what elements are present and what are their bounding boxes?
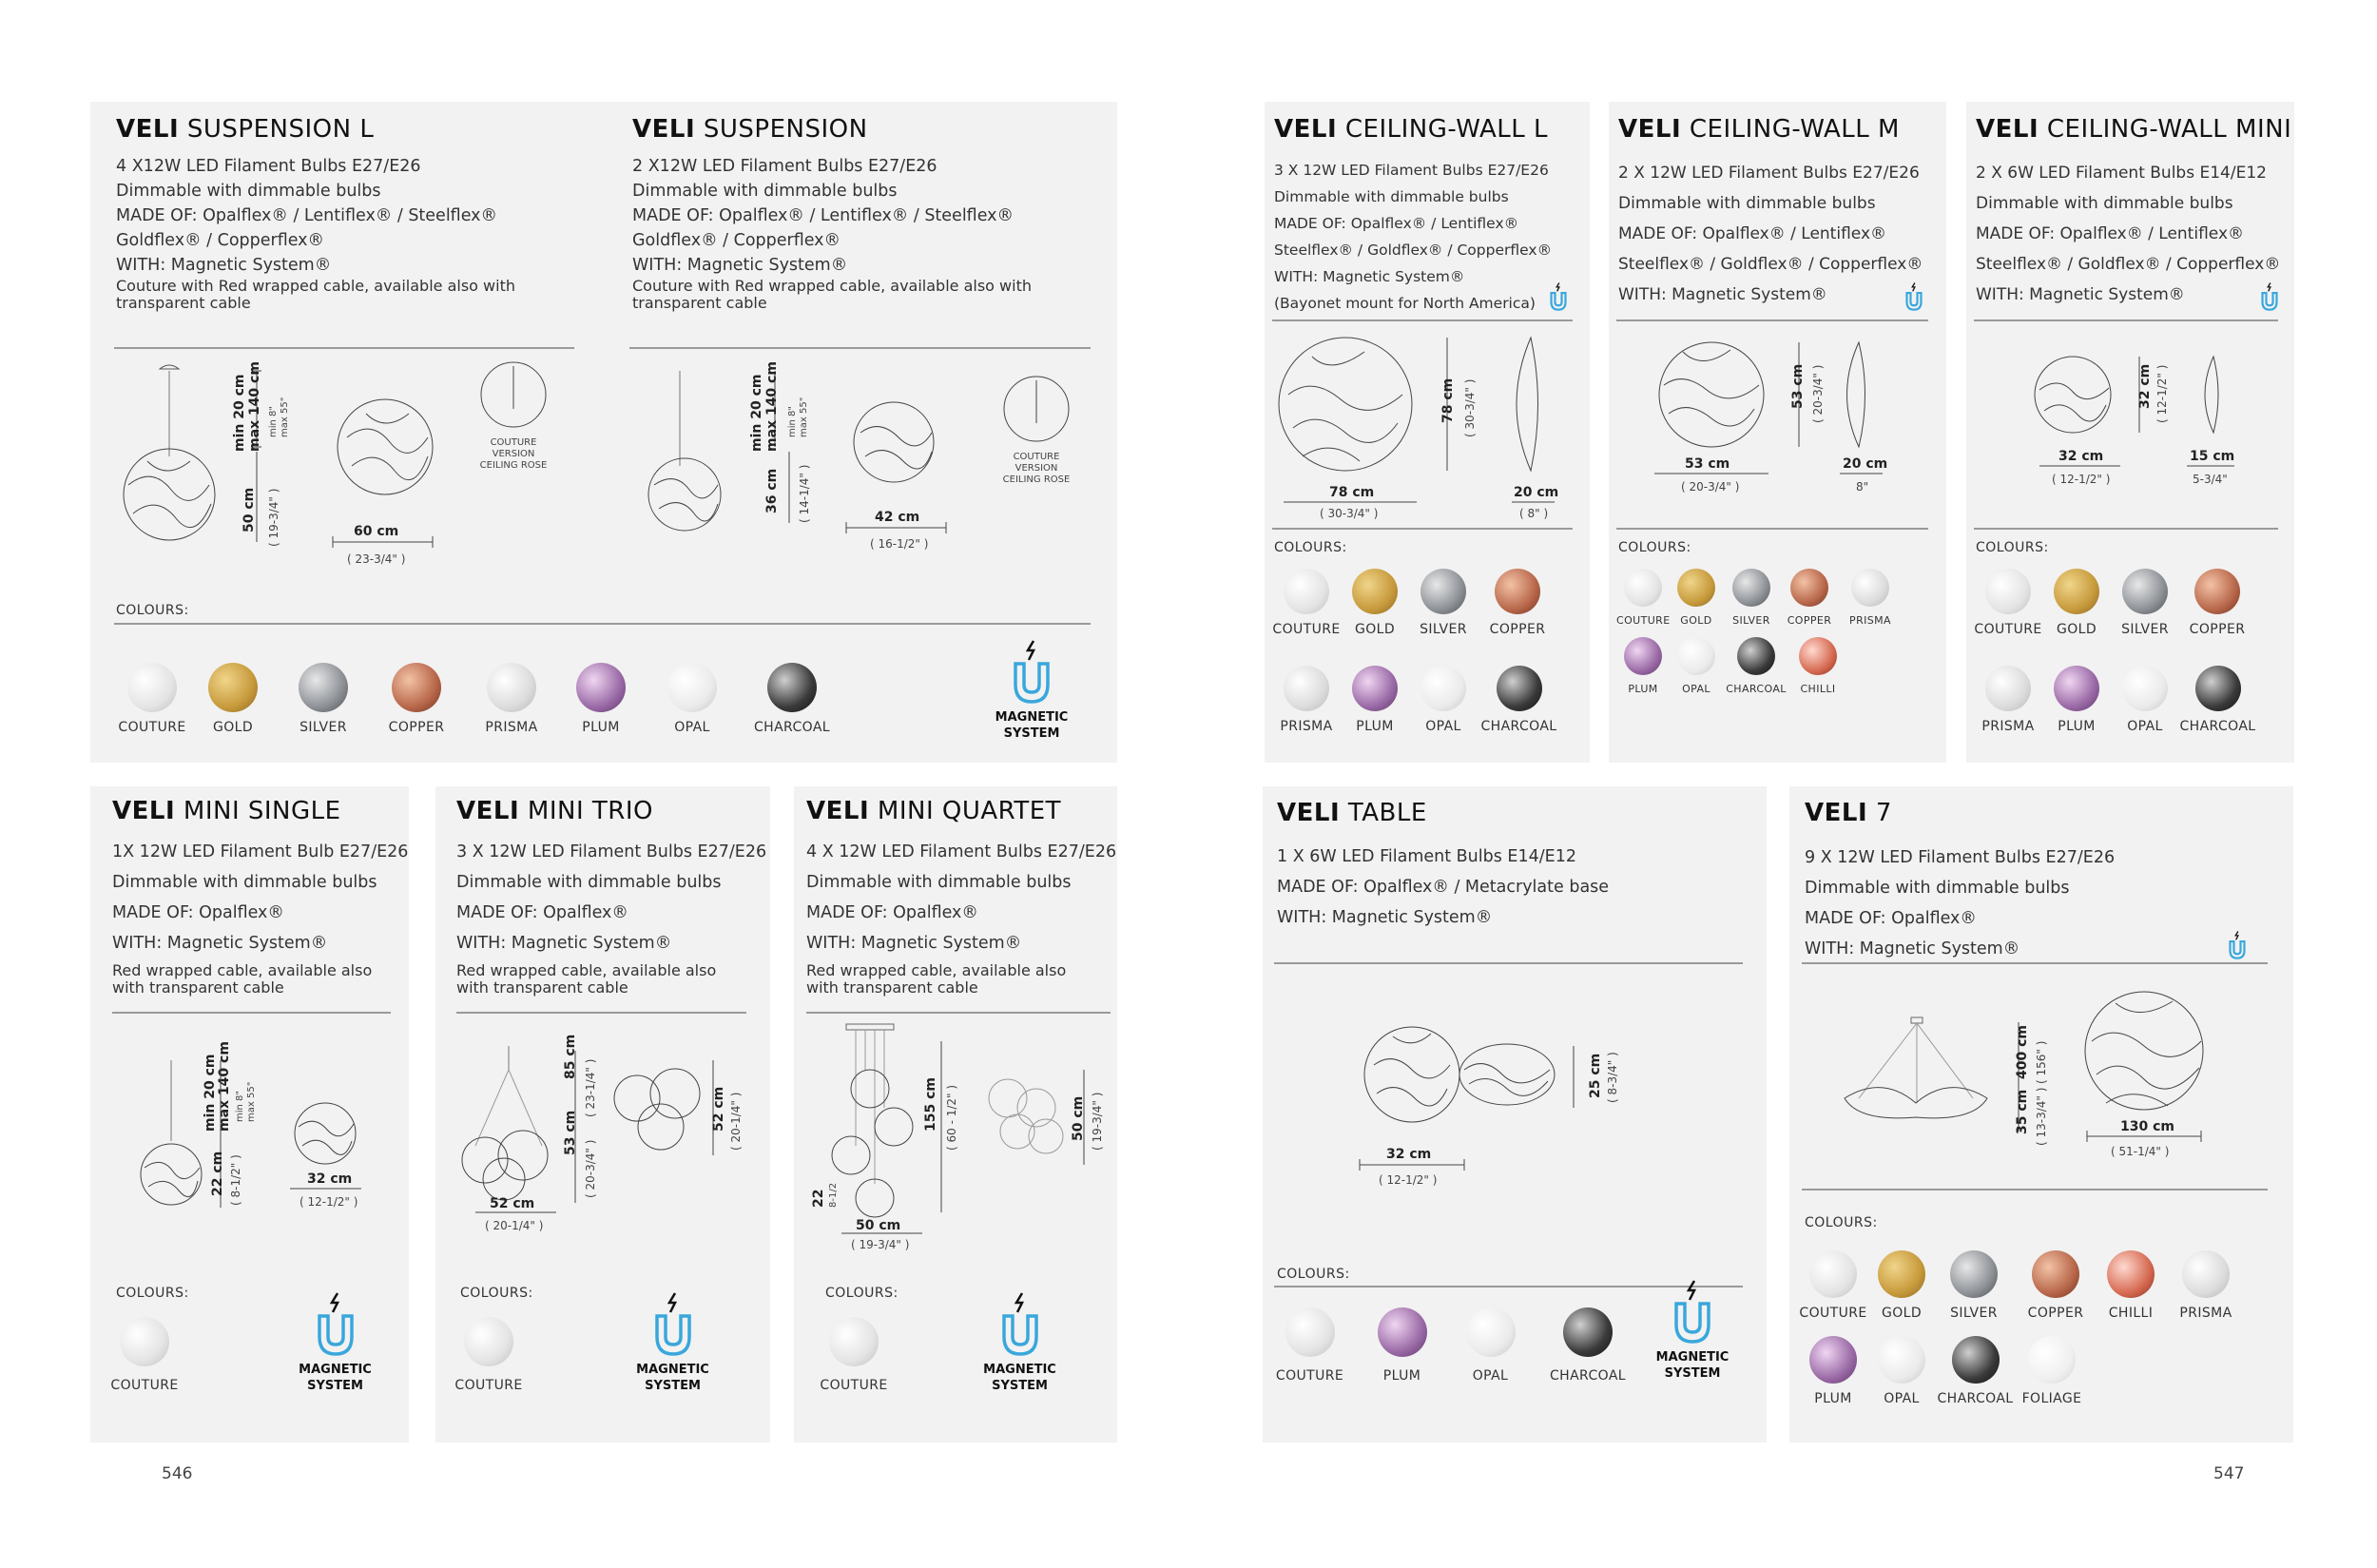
swatch-circle xyxy=(1420,666,1466,711)
product-specs: 4 X12W LED Filament Bulbs E27/E26 Dimmable with dimmable bulbs MADE OF: Opalflex® / Lentiflex® / Steelflex® Goldflex® / Copperflex® WITH: Magnetic System® Couture with Red wrapped cable, available also with transparent cable xyxy=(116,157,515,312)
magnet-icon xyxy=(996,1291,1044,1358)
swatch-circle xyxy=(1732,569,1770,607)
product-title: VELI SUSPENSION L xyxy=(116,115,375,144)
colour-swatch[interactable]: PLUM xyxy=(1362,1307,1442,1384)
svg-text:min 20 cm: min 20 cm xyxy=(203,1054,218,1132)
veli-7-drawing xyxy=(1840,984,2249,1174)
svg-text:( 60 - 1/2" ): ( 60 - 1/2" ) xyxy=(945,1084,958,1151)
colour-swatch[interactable]: FOLIAGE xyxy=(2014,1336,2090,1406)
colour-swatch[interactable]: COUTURE xyxy=(1799,1250,1867,1321)
svg-text:( 12-1/2" ): ( 12-1/2" ) xyxy=(2052,473,2111,486)
svg-text:52 cm: 52 cm xyxy=(490,1196,535,1211)
colour-swatch[interactable]: GOLD xyxy=(2042,569,2111,637)
product-title: VELI TABLE xyxy=(1277,799,1427,827)
svg-text:32 cm: 32 cm xyxy=(2137,363,2153,409)
colour-swatch[interactable]: PLUM xyxy=(1616,637,1670,695)
swatch-circle xyxy=(1466,1307,1516,1357)
dim-hi: ( 14-1/4" ) xyxy=(798,464,811,523)
colour-swatch[interactable]: PLUM xyxy=(2042,666,2111,734)
lamp-sphere xyxy=(1364,1027,1459,1122)
swatch-circle xyxy=(2195,666,2241,711)
swatch-circle xyxy=(120,1317,169,1366)
lamp-disc xyxy=(2035,357,2111,433)
lamp-sphere xyxy=(124,449,215,540)
swatch-circle xyxy=(1352,569,1398,614)
swatch-circle xyxy=(2194,569,2240,614)
couture-rose-line2: VERSION xyxy=(1015,463,1058,474)
dim-h2i: max 55" xyxy=(799,397,809,437)
svg-text:53 cm: 53 cm xyxy=(1790,363,1806,409)
product-specs: 3 X 12W LED Filament Bulbs E27/E26 Dimmable with dimmable bulbs MADE OF: Opalflex® WITH: Magnetic System® Red wrapped cable, available also with transparent cable xyxy=(456,842,767,997)
product-specs: 3 X 12W LED Filament Bulbs E27/E26 Dimmable with dimmable bulbs MADE OF: Opalflex® / Lentiflex® Steelflex® / Goldflex® / Copperflex® WITH: Magnetic System® (Bayonet mount for North America) xyxy=(1274,162,1553,312)
svg-text:130 cm: 130 cm xyxy=(2120,1119,2174,1134)
svg-text:( 30-3/4" ): ( 30-3/4" ) xyxy=(1463,378,1477,437)
divider xyxy=(456,1012,746,1014)
colour-swatch[interactable]: COUTURE xyxy=(1272,569,1341,637)
svg-text:15 cm: 15 cm xyxy=(2190,449,2235,464)
svg-text:50 cm: 50 cm xyxy=(1071,1095,1086,1141)
svg-text:( 8" ): ( 8" ) xyxy=(1519,507,1549,520)
magnetic-system-badge: MAGNETIC SYSTEM xyxy=(623,1291,723,1394)
dim-h: 36 cm xyxy=(764,468,780,513)
colour-swatch[interactable]: CHILLI xyxy=(2097,1250,2165,1321)
divider xyxy=(114,623,1091,625)
couture-rose-line3: CEILING ROSE xyxy=(479,460,548,471)
table-lamp-drawing xyxy=(1350,1022,1664,1193)
product-specs: 2 X 12W LED Filament Bulbs E27/E26 Dimmable with dimmable bulbs MADE OF: Opalflex® / Lentiflex® Steelflex® / Goldflex® / Copperflex® WITH: Magnetic System® xyxy=(1618,164,1923,304)
lamp-sphere-front xyxy=(338,399,433,494)
colours-label: COLOURS: xyxy=(116,603,189,618)
ceiling-rose-icon xyxy=(481,362,546,427)
svg-text:78 cm: 78 cm xyxy=(1329,485,1375,500)
divider xyxy=(1802,962,2268,964)
magnet-icon xyxy=(1669,1279,1716,1345)
lamp-spheres-top xyxy=(989,1079,1063,1153)
product-title: VELI 7 xyxy=(1805,799,1892,827)
swatch-circle xyxy=(1497,666,1542,711)
colour-swatch[interactable]: COPPER xyxy=(378,663,454,735)
svg-text:50 cm: 50 cm xyxy=(856,1218,901,1233)
colour-swatch[interactable]: COPPER xyxy=(2021,1250,2090,1321)
product-title: VELI MINI SINGLE xyxy=(112,797,341,825)
svg-text:32 cm: 32 cm xyxy=(2058,449,2104,464)
svg-text:( 20-3/4" ): ( 20-3/4" ) xyxy=(1681,480,1740,494)
divider xyxy=(112,1012,391,1014)
colour-swatch[interactable]: GOLD xyxy=(1670,569,1723,627)
colours-label: COLOURS: xyxy=(1618,540,1691,555)
product-specs: 4 X 12W LED Filament Bulbs E27/E26 Dimmable with dimmable bulbs MADE OF: Opalflex® WITH: Magnetic System® Red wrapped cable, available also with transparent cable xyxy=(806,842,1117,997)
ceiling-wall-l-drawing xyxy=(1274,333,1578,523)
divider xyxy=(1802,1189,2268,1191)
lamp-sphere-front xyxy=(854,402,934,482)
svg-text:( 12-1/2" ): ( 12-1/2" ) xyxy=(300,1195,358,1209)
swatch-circle xyxy=(1985,666,2031,711)
colour-swatch[interactable]: OPAL xyxy=(1450,1307,1531,1384)
dim-h2: max 140 cm xyxy=(247,361,262,452)
swatch-circle xyxy=(2122,666,2168,711)
swatch-circle xyxy=(1352,666,1398,711)
swatch-circle xyxy=(464,1317,513,1366)
colours-label: COLOURS: xyxy=(1277,1267,1350,1282)
lamp-disc xyxy=(1279,338,1412,471)
colours-label: COLOURS: xyxy=(1976,540,2049,555)
magnet-icon xyxy=(1008,639,1055,706)
magnetic-system-badge: MAGNETIC SYSTEM xyxy=(970,1291,1070,1394)
lamp-chandelier-top xyxy=(2085,992,2203,1110)
swatch-circle xyxy=(1284,666,1329,711)
colours-label: COLOURS: xyxy=(825,1286,899,1301)
swatch-circle xyxy=(208,663,258,712)
svg-text:( 30-3/4" ): ( 30-3/4" ) xyxy=(1320,507,1379,520)
swatch-circle xyxy=(487,663,536,712)
product-specs: 1 X 6W LED Filament Bulbs E14/E12 MADE OF: Opalflex® / Metacrylate base WITH: Magnetic System® xyxy=(1277,847,1610,927)
dim-wi: ( 16-1/2" ) xyxy=(870,537,929,551)
svg-text:53 cm: 53 cm xyxy=(1685,456,1730,472)
svg-text:( 8-3/4" ): ( 8-3/4" ) xyxy=(1606,1052,1619,1103)
svg-text:( 13-3/4" ): ( 13-3/4" ) xyxy=(2035,1087,2048,1146)
colour-swatch[interactable]: PRISMA xyxy=(1974,666,2042,734)
divider xyxy=(1272,528,1573,530)
swatch-circle xyxy=(2107,1250,2155,1298)
colour-swatch[interactable]: PRISMA xyxy=(473,663,550,735)
dim-h1i: min 8" xyxy=(268,406,279,437)
colours-label: COLOURS: xyxy=(460,1286,533,1301)
lamp-spheres xyxy=(832,1070,913,1217)
svg-text:400 cm: 400 cm xyxy=(2015,1025,2030,1079)
colour-swatch[interactable]: COUTURE xyxy=(816,1317,892,1393)
swatch-circle xyxy=(2054,666,2099,711)
svg-text:85 cm: 85 cm xyxy=(563,1034,578,1079)
lamp-sphere-front xyxy=(295,1103,356,1164)
product-specs: 1X 12W LED Filament Bulb E27/E26 Dimmable with dimmable bulbs MADE OF: Opalflex® WITH: Magnetic System® Red wrapped cable, available also with transparent cable xyxy=(112,842,409,997)
swatch-circle xyxy=(1284,569,1329,614)
swatch-circle xyxy=(1285,1307,1335,1357)
swatch-circle xyxy=(127,663,177,712)
swatch-circle xyxy=(1799,637,1837,675)
magnetic-system-badge: MAGNETIC SYSTEM xyxy=(1640,1279,1745,1382)
colour-swatch[interactable]: CHARCOAL xyxy=(1935,1336,2016,1406)
colour-swatch[interactable]: COUTURE xyxy=(114,663,190,735)
suspension-l-drawing xyxy=(105,361,570,571)
svg-text:20 cm: 20 cm xyxy=(1514,485,1559,500)
svg-text:( 19-3/4" ): ( 19-3/4" ) xyxy=(1091,1092,1104,1151)
swatch-circle xyxy=(1495,569,1540,614)
colour-swatch[interactable]: CHARCOAL xyxy=(2177,666,2258,734)
svg-text:min 8": min 8" xyxy=(235,1091,245,1122)
svg-text:52 cm: 52 cm xyxy=(711,1086,726,1132)
svg-text:8-1/2: 8-1/2 xyxy=(828,1182,839,1208)
swatch-circle xyxy=(667,663,717,712)
svg-text:20 cm: 20 cm xyxy=(1843,456,1888,472)
ceiling-rose-icon xyxy=(1004,377,1069,441)
magnet-icon xyxy=(2227,930,2248,960)
swatch-circle xyxy=(576,663,626,712)
divider xyxy=(114,347,574,349)
svg-text:( 23-1/4" ): ( 23-1/4" ) xyxy=(584,1058,597,1117)
svg-text:( 51-1/4" ): ( 51-1/4" ) xyxy=(2111,1145,2170,1158)
colour-swatch[interactable]: COPPER xyxy=(2183,569,2251,637)
swatch-circle xyxy=(2054,569,2099,614)
swatch-circle xyxy=(1378,1307,1427,1357)
svg-text:( 20-3/4" ): ( 20-3/4" ) xyxy=(1811,364,1825,423)
magnet-icon xyxy=(1548,281,1569,312)
colour-swatch[interactable]: COUTURE xyxy=(451,1317,527,1393)
couture-rose-line3: CEILING ROSE xyxy=(1002,474,1071,485)
swatch-circle xyxy=(1737,637,1775,675)
colour-swatch[interactable]: COUTURE xyxy=(1974,569,2042,637)
colour-swatch[interactable]: COUTURE xyxy=(1616,569,1670,627)
swatch-circle xyxy=(2032,1250,2079,1298)
divider xyxy=(806,1012,1111,1014)
svg-text:8": 8" xyxy=(1856,480,1869,494)
swatch-circle xyxy=(2122,569,2168,614)
dim-h: 50 cm xyxy=(242,487,257,532)
svg-text:max 140 cm: max 140 cm xyxy=(217,1041,232,1132)
svg-text:35 cm: 35 cm xyxy=(2015,1089,2030,1134)
colour-swatch[interactable]: PLUM xyxy=(1799,1336,1867,1406)
product-title: VELI SUSPENSION xyxy=(632,115,868,144)
colour-swatch[interactable]: PLUM xyxy=(563,663,639,735)
colour-swatch[interactable]: GOLD xyxy=(1867,1250,1936,1321)
suspension-drawing xyxy=(628,361,1093,571)
swatch-circle xyxy=(1851,569,1889,607)
colour-swatch[interactable]: GOLD xyxy=(195,663,271,735)
product-title: VELI CEILING-WALL M xyxy=(1618,115,1900,144)
colour-swatch[interactable]: COUTURE xyxy=(1269,1307,1350,1384)
svg-text:max 55": max 55" xyxy=(246,1081,257,1122)
product-title: VELI CEILING-WALL MINI xyxy=(1976,115,2292,144)
magnet-icon xyxy=(2259,281,2280,312)
divider xyxy=(1274,962,1743,964)
colours-label: COLOURS: xyxy=(116,1286,189,1301)
colour-swatch[interactable]: SILVER xyxy=(285,663,361,735)
svg-text:53 cm: 53 cm xyxy=(563,1110,578,1155)
lamp-sphere xyxy=(141,1144,202,1205)
swatch-circle xyxy=(1952,1336,2000,1384)
ceiling-wall-mini-drawing xyxy=(2006,342,2282,494)
swatch-circle xyxy=(1677,637,1715,675)
divider xyxy=(1974,319,2278,321)
colour-swatch[interactable]: COUTURE xyxy=(106,1317,183,1393)
lamp-cluster-top xyxy=(614,1069,700,1150)
dim-h1: min 20 cm xyxy=(749,374,764,452)
swatch-circle xyxy=(1950,1250,1998,1298)
mini-quartet-drawing xyxy=(803,1022,1112,1250)
swatch-circle xyxy=(1809,1250,1857,1298)
colour-swatch[interactable]: SILVER xyxy=(1723,569,1780,627)
lamp-chandelier xyxy=(1845,1088,1987,1118)
colour-swatch[interactable]: OPAL xyxy=(1409,666,1478,734)
colour-swatch[interactable]: COPPER xyxy=(1483,569,1552,637)
swatch-circle xyxy=(1624,637,1662,675)
colour-swatch[interactable]: OPAL xyxy=(1670,637,1723,695)
swatch-circle xyxy=(2182,1250,2230,1298)
ceiling-wall-m-drawing xyxy=(1645,333,1930,499)
swatch-circle xyxy=(392,663,441,712)
swatch-circle xyxy=(1790,569,1828,607)
swatch-circle xyxy=(1563,1307,1613,1357)
colour-swatch[interactable]: SILVER xyxy=(1940,1250,2008,1321)
dim-h1: min 20 cm xyxy=(232,374,247,452)
page-number-right: 547 xyxy=(2213,1464,2245,1483)
product-title: VELI CEILING-WALL L xyxy=(1274,115,1549,144)
colour-swatch[interactable]: CHARCOAL xyxy=(749,663,835,735)
colour-swatch[interactable]: SILVER xyxy=(2111,569,2179,637)
swatch-circle xyxy=(829,1317,879,1366)
swatch-circle xyxy=(767,663,817,712)
colour-swatch[interactable]: OPAL xyxy=(1867,1336,1936,1406)
divider xyxy=(1272,319,1573,321)
divider xyxy=(1616,528,1928,530)
svg-text:( 12-1/2" ): ( 12-1/2" ) xyxy=(1379,1173,1438,1187)
svg-text:( 12-1/2" ): ( 12-1/2" ) xyxy=(2155,364,2169,423)
swatch-circle xyxy=(1878,1250,1925,1298)
couture-rose-line1: COUTURE xyxy=(1013,452,1060,462)
colour-swatch[interactable]: OPAL xyxy=(2111,666,2179,734)
colour-swatch[interactable]: CHARCOAL xyxy=(1545,1307,1631,1384)
swatch-circle xyxy=(1878,1336,1925,1384)
swatch-circle xyxy=(1420,569,1466,614)
colour-swatch[interactable]: COPPER xyxy=(1780,569,1839,627)
dim-h1i: min 8" xyxy=(787,406,798,437)
couture-rose-line1: COUTURE xyxy=(490,437,537,448)
lamp-side xyxy=(1459,1044,1555,1105)
magnet-icon xyxy=(1904,281,1924,312)
colours-label: COLOURS: xyxy=(1274,540,1347,555)
svg-text:22 cm: 22 cm xyxy=(210,1151,225,1196)
svg-text:5-3/4": 5-3/4" xyxy=(2193,473,2228,486)
svg-text:78 cm: 78 cm xyxy=(1440,377,1456,423)
page-number-left: 546 xyxy=(162,1464,193,1483)
colour-swatch[interactable]: CHARCOAL xyxy=(1478,666,1559,734)
magnet-icon xyxy=(649,1291,697,1358)
svg-text:( 20-1/4" ): ( 20-1/4" ) xyxy=(729,1092,743,1151)
product-specs: 9 X 12W LED Filament Bulbs E27/E26 Dimmable with dimmable bulbs MADE OF: Opalflex® WITH: Magnetic System® xyxy=(1805,848,2116,958)
swatch-circle xyxy=(1809,1336,1857,1384)
product-title: VELI MINI TRIO xyxy=(456,797,653,825)
divider xyxy=(629,347,1091,349)
dim-h2i: max 55" xyxy=(280,397,290,437)
colour-swatch[interactable]: PRISMA xyxy=(2172,1250,2240,1321)
svg-text:( 20-1/4" ): ( 20-1/4" ) xyxy=(485,1219,544,1232)
mini-trio-drawing xyxy=(456,1034,761,1232)
svg-text:22: 22 xyxy=(811,1189,826,1208)
colour-swatch[interactable]: GOLD xyxy=(1341,569,1409,637)
magnetic-system-badge: MAGNETIC SYSTEM xyxy=(979,639,1084,742)
svg-text:155 cm: 155 cm xyxy=(923,1077,938,1132)
mini-single-drawing xyxy=(124,1041,390,1227)
product-specs: 2 X12W LED Filament Bulbs E27/E26 Dimmable with dimmable bulbs MADE OF: Opalflex® / Lentiflex® / Steelflex® Goldflex® / Copperflex® WITH: Magnetic System® Couture with Red wrapped cable, available also with transparent cable xyxy=(632,157,1032,312)
dim-wi: ( 23-3/4" ) xyxy=(347,552,406,566)
lamp-disc xyxy=(1659,342,1764,447)
svg-text:( 20-3/4" ): ( 20-3/4" ) xyxy=(584,1139,597,1198)
colour-swatch[interactable]: PLUM xyxy=(1341,666,1409,734)
swatch-circle xyxy=(2028,1336,2076,1384)
colour-swatch[interactable]: SILVER xyxy=(1409,569,1478,637)
colour-swatch[interactable]: PRISMA xyxy=(1841,569,1900,627)
svg-text:25 cm: 25 cm xyxy=(1588,1053,1603,1098)
colour-swatch[interactable]: PRISMA xyxy=(1272,666,1341,734)
couture-rose-line2: VERSION xyxy=(492,449,535,459)
divider xyxy=(1616,319,1928,321)
magnetic-system-badge: MAGNETIC SYSTEM xyxy=(285,1291,385,1394)
colour-swatch[interactable]: CHARCOAL xyxy=(1723,637,1789,695)
colour-swatch[interactable]: OPAL xyxy=(654,663,730,735)
colour-swatch[interactable]: CHILLI xyxy=(1791,637,1845,695)
lamp-cluster xyxy=(462,1131,548,1200)
swatch-circle xyxy=(1624,569,1662,607)
dim-hi: ( 19-3/4" ) xyxy=(267,488,280,547)
product-specs: 2 X 6W LED Filament Bulbs E14/E12 Dimmable with dimmable bulbs MADE OF: Opalflex® / Lentiflex® Steelflex® / Goldflex® / Copperflex® WITH: Magnetic System® xyxy=(1976,164,2281,304)
svg-text:( 8-1/2" ): ( 8-1/2" ) xyxy=(229,1154,242,1206)
dim-w: 42 cm xyxy=(875,510,920,525)
svg-text:( 19-3/4" ): ( 19-3/4" ) xyxy=(851,1238,910,1251)
colours-label: COLOURS: xyxy=(1805,1215,1878,1230)
product-title: VELI MINI QUARTET xyxy=(806,797,1062,825)
dim-w: 60 cm xyxy=(354,524,399,539)
magnet-icon xyxy=(312,1291,359,1358)
lamp-sphere xyxy=(648,458,721,531)
svg-text:32 cm: 32 cm xyxy=(1386,1147,1432,1162)
swatch-circle xyxy=(1985,569,2031,614)
svg-text:( 156" ): ( 156" ) xyxy=(2035,1040,2048,1084)
svg-text:32 cm: 32 cm xyxy=(307,1171,353,1187)
swatch-circle xyxy=(299,663,348,712)
swatch-circle xyxy=(1677,569,1715,607)
divider xyxy=(1974,528,2278,530)
dim-h2: max 140 cm xyxy=(764,361,780,452)
